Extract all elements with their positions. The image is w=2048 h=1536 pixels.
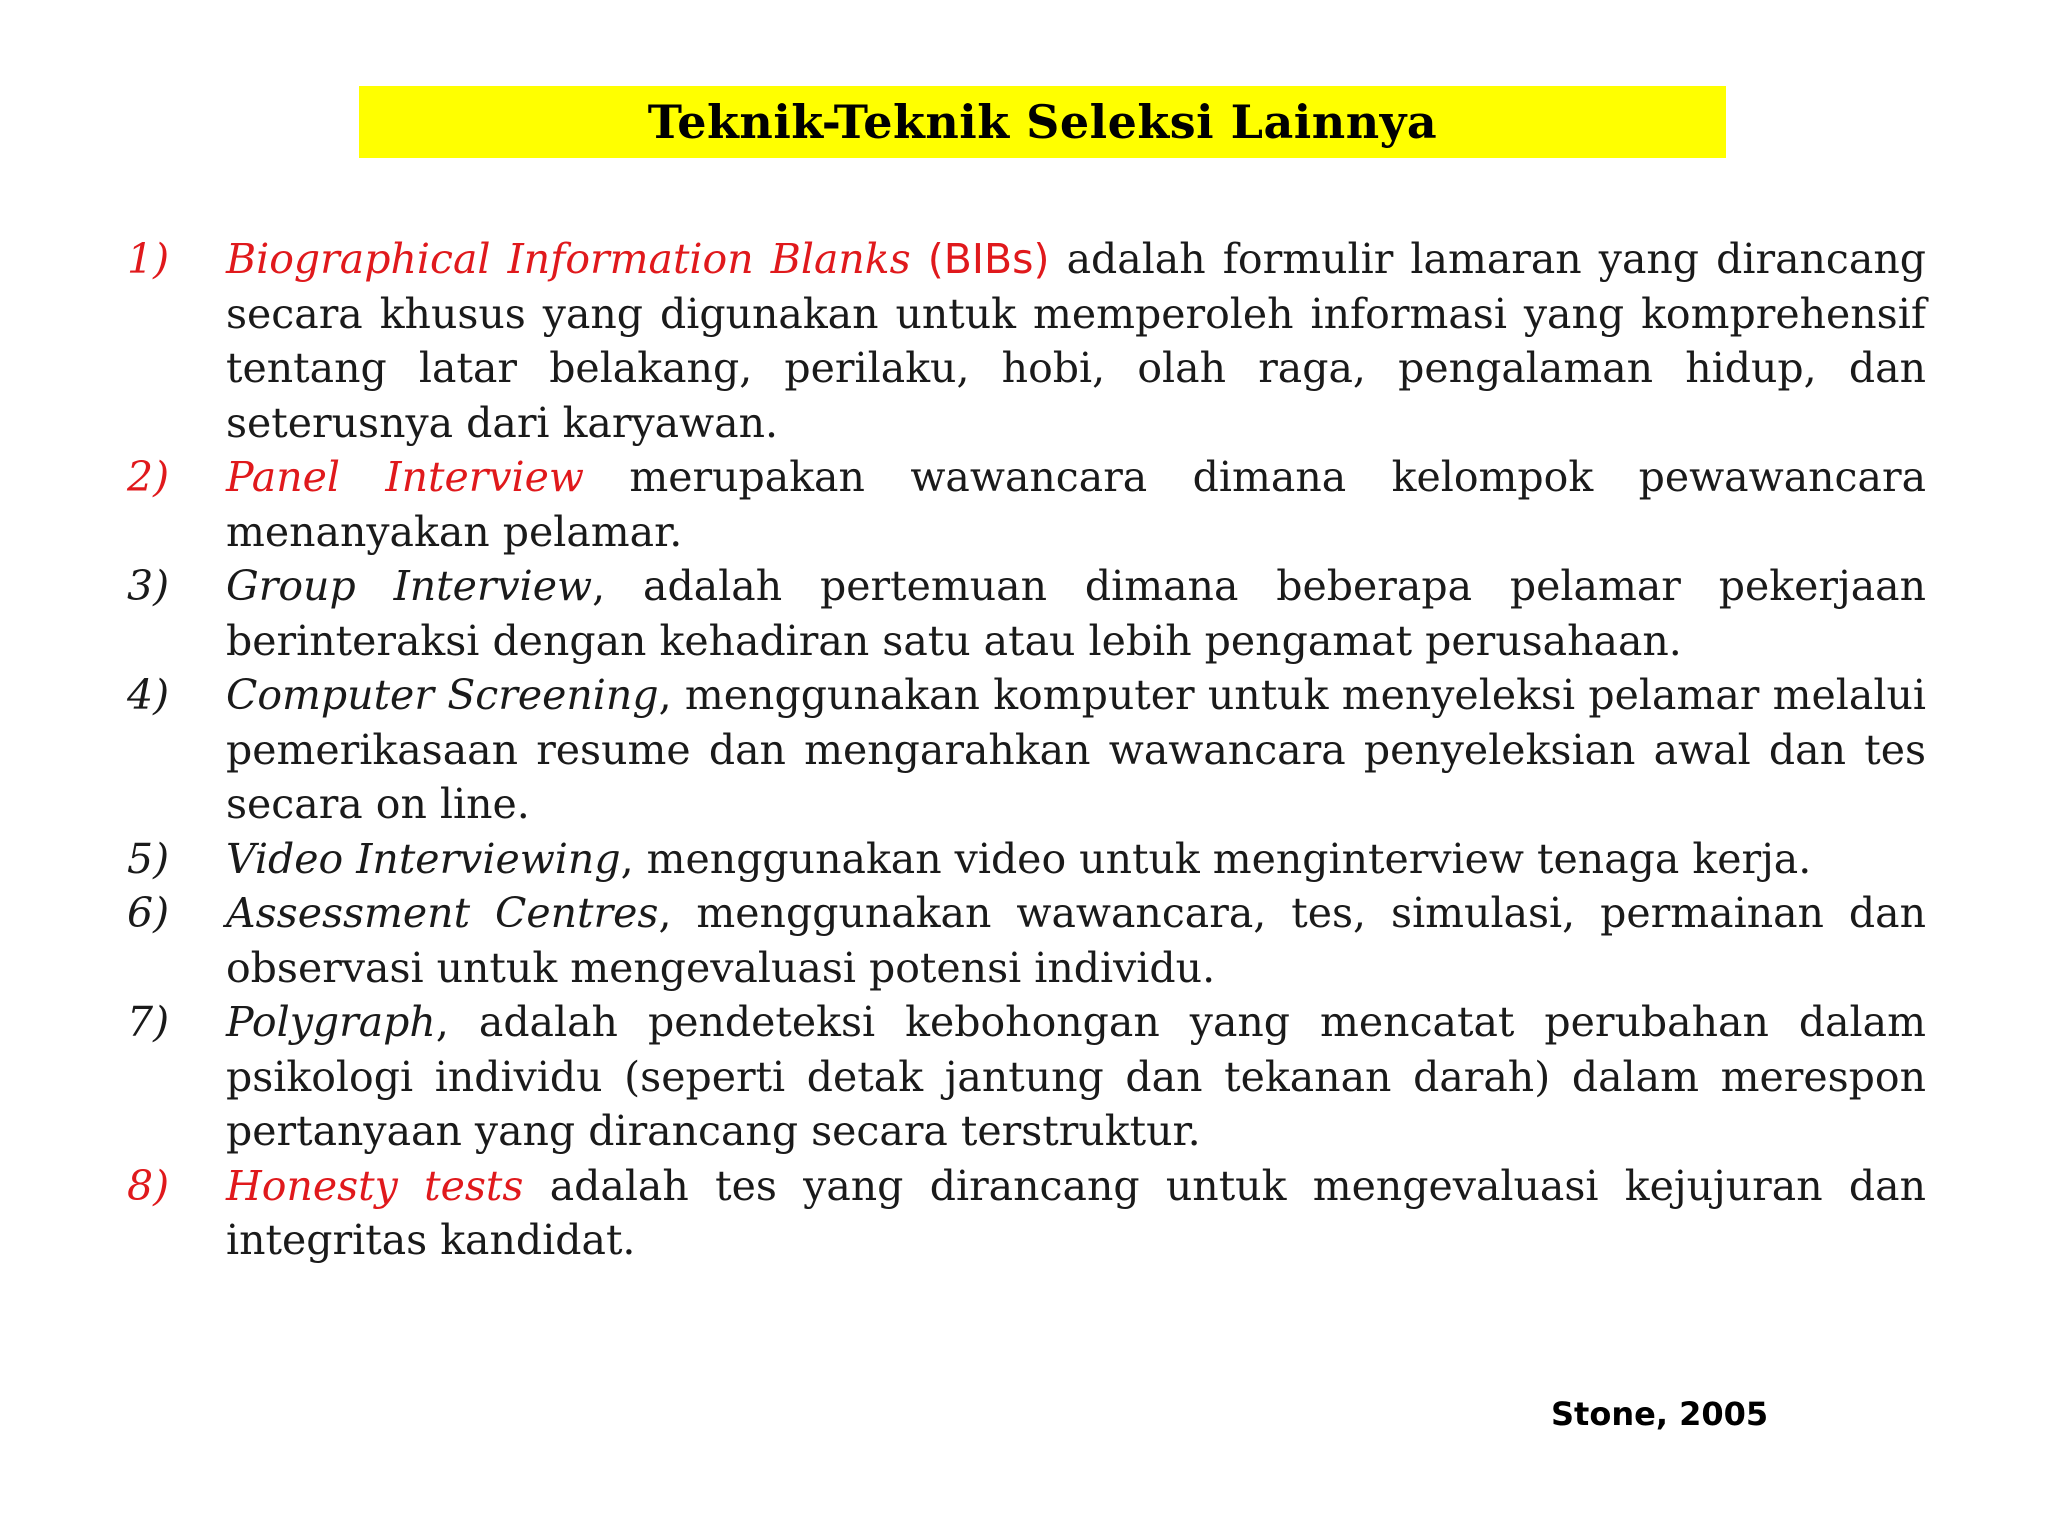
list-item	[120, 1159, 1926, 1268]
page-title: Teknik-Teknik Seleksi Lainnya	[647, 95, 1438, 149]
item-description: , menggunakan wawancara, tes, simulasi, permainan dan observasi untuk mengevaluasi potensi individu.	[226, 889, 1926, 992]
item-number: 8)	[127, 1161, 170, 1210]
list-item	[120, 886, 1926, 995]
item-term: Computer Screening	[226, 671, 659, 719]
list-item	[120, 668, 1926, 832]
item-number: 7)	[127, 998, 170, 1046]
item-description: , menggunakan komputer untuk menyeleksi pelamar melalui pemerikasaan resume dan mengarahkan wawancara penyeleksian awal dan tes secara on line.	[226, 671, 1926, 828]
item-number: 3)	[127, 562, 170, 610]
item-term: Assessment Centres	[226, 889, 659, 937]
title-banner	[359, 86, 1726, 158]
list-item	[120, 232, 1926, 450]
item-term: Biographical Information Blanks	[226, 235, 911, 283]
item-number: 4)	[127, 671, 170, 719]
item-description: merupakan wawancara dimana kelompok pewawancara menanyakan pelamar.	[226, 453, 1927, 556]
list-item	[120, 559, 1926, 668]
item-description: , adalah pertemuan dimana beberapa pelamar pekerjaan berinteraksi dengan kehadiran satu atau lebih pengamat perusahaan.	[226, 562, 1926, 665]
item-term: Polygraph	[226, 998, 436, 1046]
item-term: Group Interview	[226, 562, 593, 610]
selection-techniques-list	[120, 232, 1926, 1268]
item-term: Honesty tests	[226, 1161, 524, 1210]
list-item	[120, 450, 1926, 559]
item-number: 6)	[127, 889, 170, 937]
item-description: , adalah pendeteksi kebohongan yang mencatat perubahan dalam psikologi individu (seperti detak jantung dan tekanan darah) dalam merespon pertanyaan yang dirancang secara terstruktur.	[226, 998, 1926, 1155]
item-description: adalah tes yang dirancang untuk mengevaluasi kejujuran dan integritas kandidat.	[226, 1161, 1926, 1264]
source-citation: Stone, 2005	[1551, 1395, 1769, 1433]
list-item	[120, 832, 1926, 887]
item-term: Video Interviewing	[226, 834, 621, 883]
item-description: , menggunakan video untuk menginterview tenaga kerja.	[620, 834, 1812, 883]
item-term: Panel Interview	[226, 453, 584, 501]
item-number: 1)	[127, 235, 170, 283]
item-number: 2)	[127, 453, 170, 501]
item-number: 5)	[127, 834, 170, 883]
item-description: adalah formulir lamaran yang dirancang secara khusus yang digunakan untuk memperoleh informasi yang komprehensif tentang latar belakang, perilaku, hobi, olah raga, pengalaman hidup, dan seterusnya dari karyawan.	[226, 235, 1926, 447]
list-item	[120, 995, 1926, 1159]
item-abbreviation: (BIBs)	[910, 235, 1050, 283]
